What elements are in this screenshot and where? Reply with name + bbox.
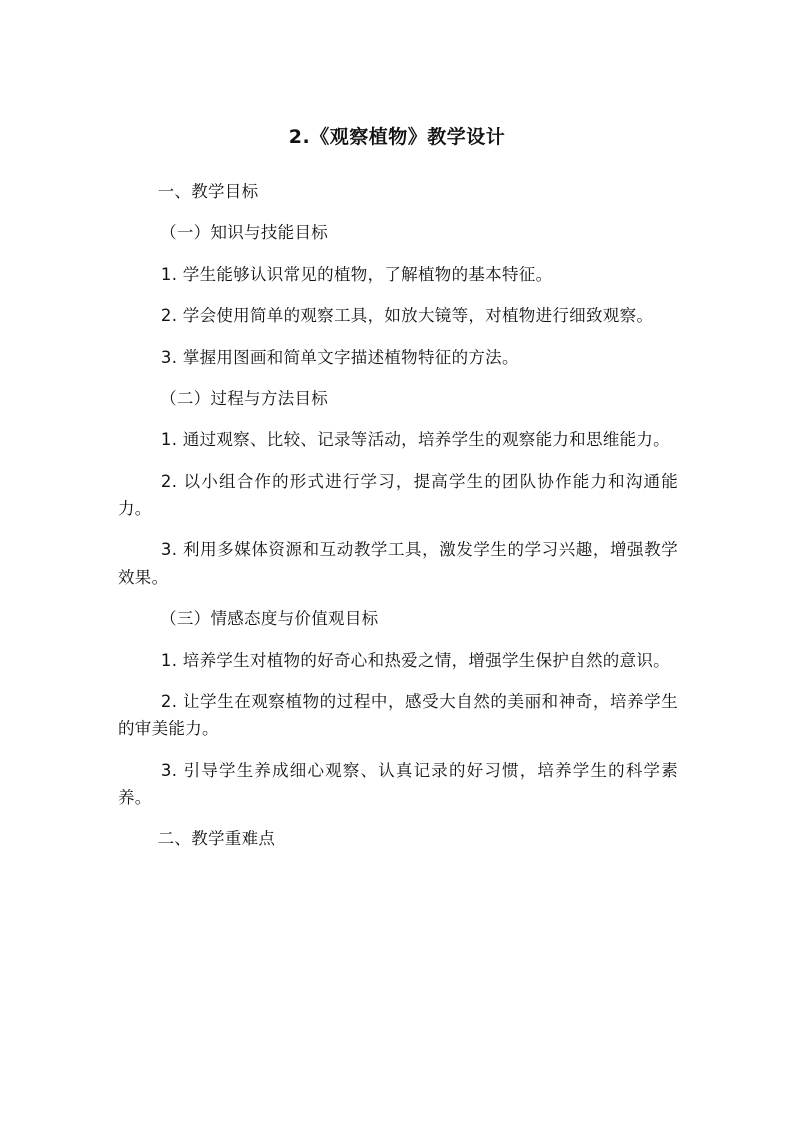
paragraph: 1. 通过观察、比较、记录等活动，培养学生的观察能力和思维能力。 <box>160 430 670 450</box>
paragraph: 1. 培养学生对植物的好奇心和热爱之情，增强学生保护自然的意识。 <box>160 650 670 670</box>
subsection-heading-process-methods: （二）过程与方法目标 <box>160 388 329 408</box>
paragraph: 3. 利用多媒体资源和互动教学工具，激发学生的学习兴趣，增强教学效果。 <box>118 540 678 587</box>
paragraph: 3. 掌握用图画和简单文字描述植物特征的方法。 <box>160 347 519 367</box>
document-body <box>118 178 678 867</box>
section-heading-key-difficult-points: 二、教学重难点 <box>157 829 276 849</box>
paragraph: 2. 让学生在观察植物的过程中，感受大自然的美丽和神奇，培养学生的审美能力。 <box>118 691 678 739</box>
section-heading-objectives: 一、教学目标 <box>157 182 259 201</box>
paragraph: 2. 以小组合作的形式进行学习，提高学生的团队协作能力和沟通能力。 <box>118 471 678 518</box>
subsection-heading-knowledge-skills: （一）知识与技能目标 <box>160 223 329 243</box>
subsection-heading-emotion-values: （三）情感态度与价值观目标 <box>160 609 379 629</box>
paragraph: 3. 引导学生养成细心观察、认真记录的好习惯，培养学生的科学素养。 <box>118 760 678 807</box>
paragraph: 1. 学生能够认识常见的植物，了解植物的基本特征。 <box>160 264 553 284</box>
paragraph: 2. 学会使用简单的观察工具，如放大镜等，对植物进行细致观察。 <box>160 306 654 326</box>
document-title: 2.《观察植物》教学设计 <box>288 126 506 148</box>
